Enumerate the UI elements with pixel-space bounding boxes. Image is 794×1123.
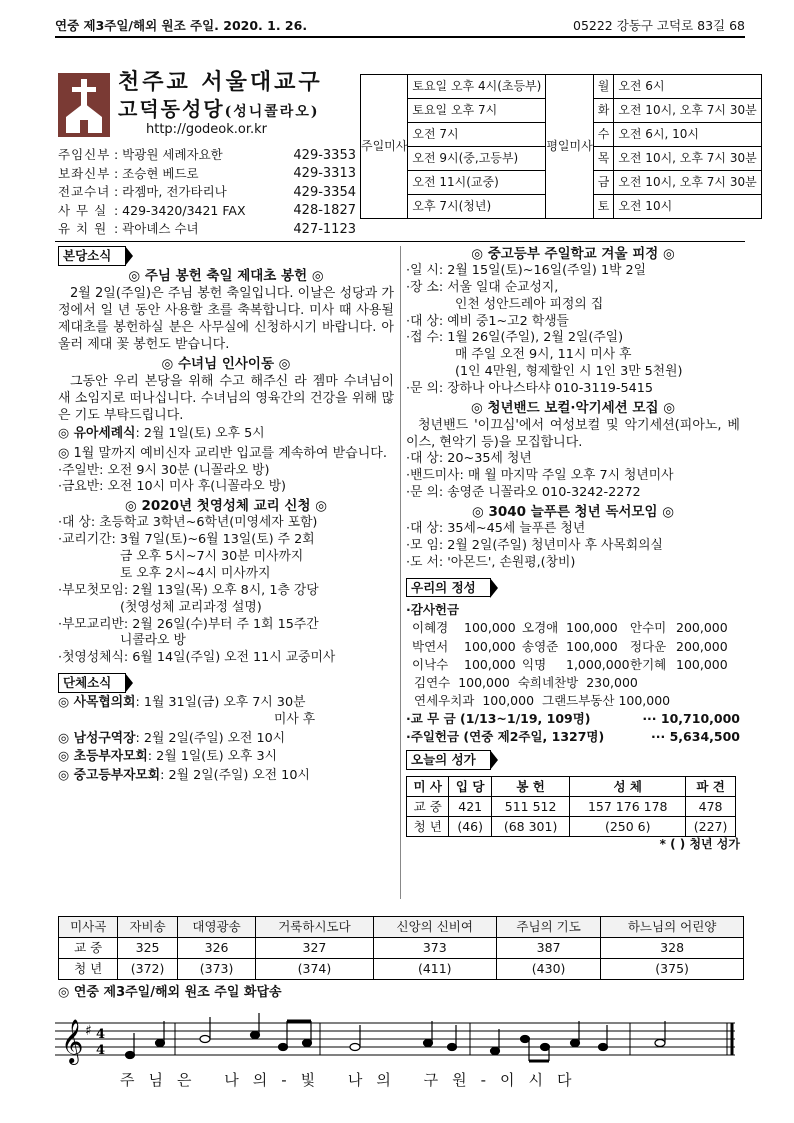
retreat-line: ·일 시: 2월 15일(토)~16일(주일) 1박 2일 [406, 262, 647, 278]
section-tag-parish-news: 본당소식 [58, 246, 126, 266]
staff-row: 보좌신부 : 조승현 베드로 429-3313 [58, 165, 356, 182]
retreat-line: ·문 의: 장하나 아나스타샤 010-3119-5415 [406, 381, 654, 397]
left-column [58, 246, 394, 785]
first-communion-heading: ◎ 2020년 첫영성체 교리 신청 ◎ [124, 498, 327, 515]
section-tag-todays-hymns: 오늘의 성가 [406, 750, 491, 770]
svg-text:4: 4 [96, 1027, 106, 1042]
group-meeting-cont: 미사 후 [274, 711, 316, 727]
candle-offering-text: 2월 2일(주일)은 주님 봉헌 축일입니다. 이날은 성당과 가정에서 일 년 동안 사용할 초를 축복합니다. 미사 때 사용될 제대초를 봉헌하실 분은 사무실에 신청하시기 바랍니다. 아울러 제대 꽃 봉헌도 받습니다. [58, 285, 394, 353]
tithe-row: ·교 무 금 (1/13~1/19, 109명) ··· 10,710,000 [406, 711, 740, 727]
retreat-line: ·장 소: 서울 일대 순교성지, [406, 279, 559, 295]
parish-url[interactable]: http://godeok.or.kr [146, 122, 268, 137]
retreat-line: (1인 4만원, 형제할인 시 1인 3만 5천원) [455, 364, 683, 380]
band-line: ·대 상: 20~35세 청년 [406, 451, 532, 467]
book-line: ·대 상: 35세~45세 늘푸른 청년 [406, 520, 586, 536]
band-heading: ◎ 청년밴드 보컬·악기세션 모집 ◎ [471, 400, 675, 416]
group-meeting: ◎ 사목협의회: 1월 31일(금) 오후 7시 30분 [58, 694, 306, 710]
svg-text:𝄞: 𝄞 [61, 1019, 84, 1063]
donation-row: 이낙수 100,000 익명 1,000,000 한기혜 100,000 [412, 656, 728, 672]
issue-date: 연중 제3주일/해외 원조 주일. 2020. 1. 26. [55, 18, 308, 33]
header-divider [55, 241, 745, 242]
class-sunday: ·주일반: 오전 9시 30분 (니꼴라오 방) [58, 462, 270, 478]
svg-text:4: 4 [96, 1043, 106, 1058]
catechumen-notice: ◎ 1월 말까지 예비신자 교리반 입교를 계속하여 받습니다. [58, 446, 387, 462]
diocese-name: 천주교 서울대교구 [118, 69, 323, 95]
parish-name: 고덕동성당(성니콜라오) [118, 97, 320, 121]
psalm-lyrics: 주님은 나의-빛 나의 구원-이시다 [120, 1071, 586, 1089]
donation-row: 김연수 100,000 숙희네찬방 230,000 [414, 674, 638, 690]
group-meeting: ◎ 중고등부자모회: 2월 2일(주일) 오전 10시 [58, 768, 310, 784]
hymn-stats-table: 미 사 입 당 봉 헌 성 체 파 견 교 중 421 511 512 157 176 178 478 청 년 (46) (68 301) (250 6) (227) [406, 776, 736, 837]
youth-hymn-note: * ( ) 청년 성가 [659, 836, 740, 851]
book-club-heading: ◎ 3040 늘푸른 청년 독서모임 ◎ [471, 504, 674, 521]
class-friday: ·금요반: 오전 10시 미사 후(니꼴라오 방) [58, 479, 287, 495]
band-line: ·문 의: 송영준 니꼴라오 010-3242-2272 [406, 485, 641, 501]
fc-line: ·부모교리반: 2월 26일(수)부터 주 1회 15주간 [58, 616, 319, 632]
church-logo [58, 73, 110, 137]
donation-row: 박연서 100,000 송영준 100,000 정다운 200,000 [412, 638, 728, 654]
donations-table [412, 619, 728, 673]
section-tag-group-news: 단체소식 [58, 673, 126, 693]
staff-row: 전교수녀 : 라젬마, 전가타리나 429-3354 [58, 184, 356, 200]
fc-line: ·대 상: 초등학교 3학년~6학년(미영세자 포함) [58, 515, 318, 531]
mass-schedule-table: 주일미사 토요일 오후 4시(초등부) 평일미사 월 오전 6시 토요일 오후 7시 화 오전 10시, 오후 7시 30분 오전 7시 수 오전 6시, 10시 오전 9시(중,고등부) 목 오전 10시, 오후 7시 30분 오전 11시(교중) 금 오전 10시, 오후 7시 30분 오후 7시(청년) 토 오전 10시 [360, 74, 762, 219]
fc-line: ·첫영성체식: 6월 14일(주일) 오전 11시 교중미사 [58, 650, 336, 666]
right-column [406, 246, 740, 852]
band-text: 청년밴드 '이끄심'에서 여성보컬 및 악기세션(피아노, 베이스, 현악기 등)을 모집합니다. [406, 417, 740, 451]
fc-line: (첫영성체 교리과정 설명) [120, 599, 262, 615]
infant-baptism: ◎ 유아세례식: 2월 1일(토) 오후 5시 [58, 426, 265, 442]
column-divider [400, 246, 401, 899]
sunday-offering-row: ·주일헌금 (연중 제2주일, 1327명) ··· 5,634,500 [406, 729, 740, 745]
thanks-offering-title: ·감사헌금 [406, 602, 460, 618]
sunday-mass-label: 주일미사 [361, 75, 408, 219]
staff-row: 주임신부 : 박광원 세례자요한 429-3353 [58, 147, 356, 163]
psalm-music-staff [55, 1005, 745, 1067]
donation-row: 연세우치과 100,000 그랜드부동산 100,000 [414, 692, 671, 708]
weekday-mass-label: 평일미사 [546, 75, 593, 219]
fc-line: ·부모첫모임: 2월 13일(목) 오후 8시, 1층 강당 [58, 582, 319, 598]
candle-offering-heading: ◎ 주님 봉헌 축일 제대초 봉헌 ◎ [128, 267, 324, 284]
retreat-line: ·대 상: 예비 중1~고2 학생들 [406, 313, 569, 329]
mass-hymns-table: 미사곡 자비송 대영광송 거룩하시도다 신앙의 신비여 주님의 기도 하느님의 어린양 교 중 325 326 327 373 387 328 청 년 (372) (373) (374) (411) (430) (375) [58, 916, 744, 980]
book-line: ·모 임: 2월 2일(주일) 청년미사 후 사목회의실 [406, 537, 663, 553]
fc-line: 금 오후 5시~7시 30분 미사까지 [120, 548, 304, 564]
group-meeting: ◎ 초등부자모회: 2월 1일(토) 오후 3시 [58, 749, 277, 765]
band-line: ·밴드미사: 매 월 마지막 주일 오후 7시 청년미사 [406, 468, 674, 484]
fc-line: 토 오후 2시~4시 미사까지 [120, 565, 271, 581]
retreat-heading: ◎ 중고등부 주일학교 겨울 피정 ◎ [471, 246, 675, 262]
sister-transfer-text: 그동안 우리 본당을 위해 수고 해주신 라 젬마 수녀님이 새 소임지로 떠나십니다. 수녀님의 영육간의 건강을 위해 많은 기도 부탁드립니다. [58, 373, 394, 424]
staff-row: 사 무 실 : 429-3420/3421 FAX 428-1827 [58, 202, 356, 219]
staff-row: 유 치 원 : 곽아녜스 수녀 427-1123 [58, 221, 356, 237]
svg-text:♯: ♯ [85, 1023, 92, 1039]
fc-line: 니콜라오 방 [120, 633, 186, 649]
retreat-line: ·접 수: 1월 26일(주일), 2월 2일(주일) [406, 330, 624, 346]
staff-list [58, 146, 356, 239]
psalm-title: ◎ 연중 제3주일/해외 원조 주일 화답송 [58, 985, 282, 1000]
fc-line: ·교리기간: 3월 7일(토)~6월 13일(토) 주 2회 [58, 532, 315, 548]
church-address: 05222 강동구 고덕로 83길 68 [573, 18, 745, 33]
sister-transfer-heading: ◎ 수녀님 인사이동 ◎ [161, 355, 291, 372]
retreat-line: 인천 성안드레아 피정의 집 [455, 296, 604, 312]
donation-row: 이혜경 100,000 오경애 100,000 안수미 200,000 [412, 620, 728, 636]
top-bar [55, 16, 745, 38]
group-meeting: ◎ 남성구역장: 2월 2일(주일) 오전 10시 [58, 730, 286, 746]
book-line: ·도 서: '아몬드', 손원평,(창비) [406, 554, 576, 570]
section-tag-offerings: 우리의 정성 [406, 578, 491, 598]
retreat-line: 매 주일 오전 9시, 11시 미사 후 [455, 347, 632, 363]
